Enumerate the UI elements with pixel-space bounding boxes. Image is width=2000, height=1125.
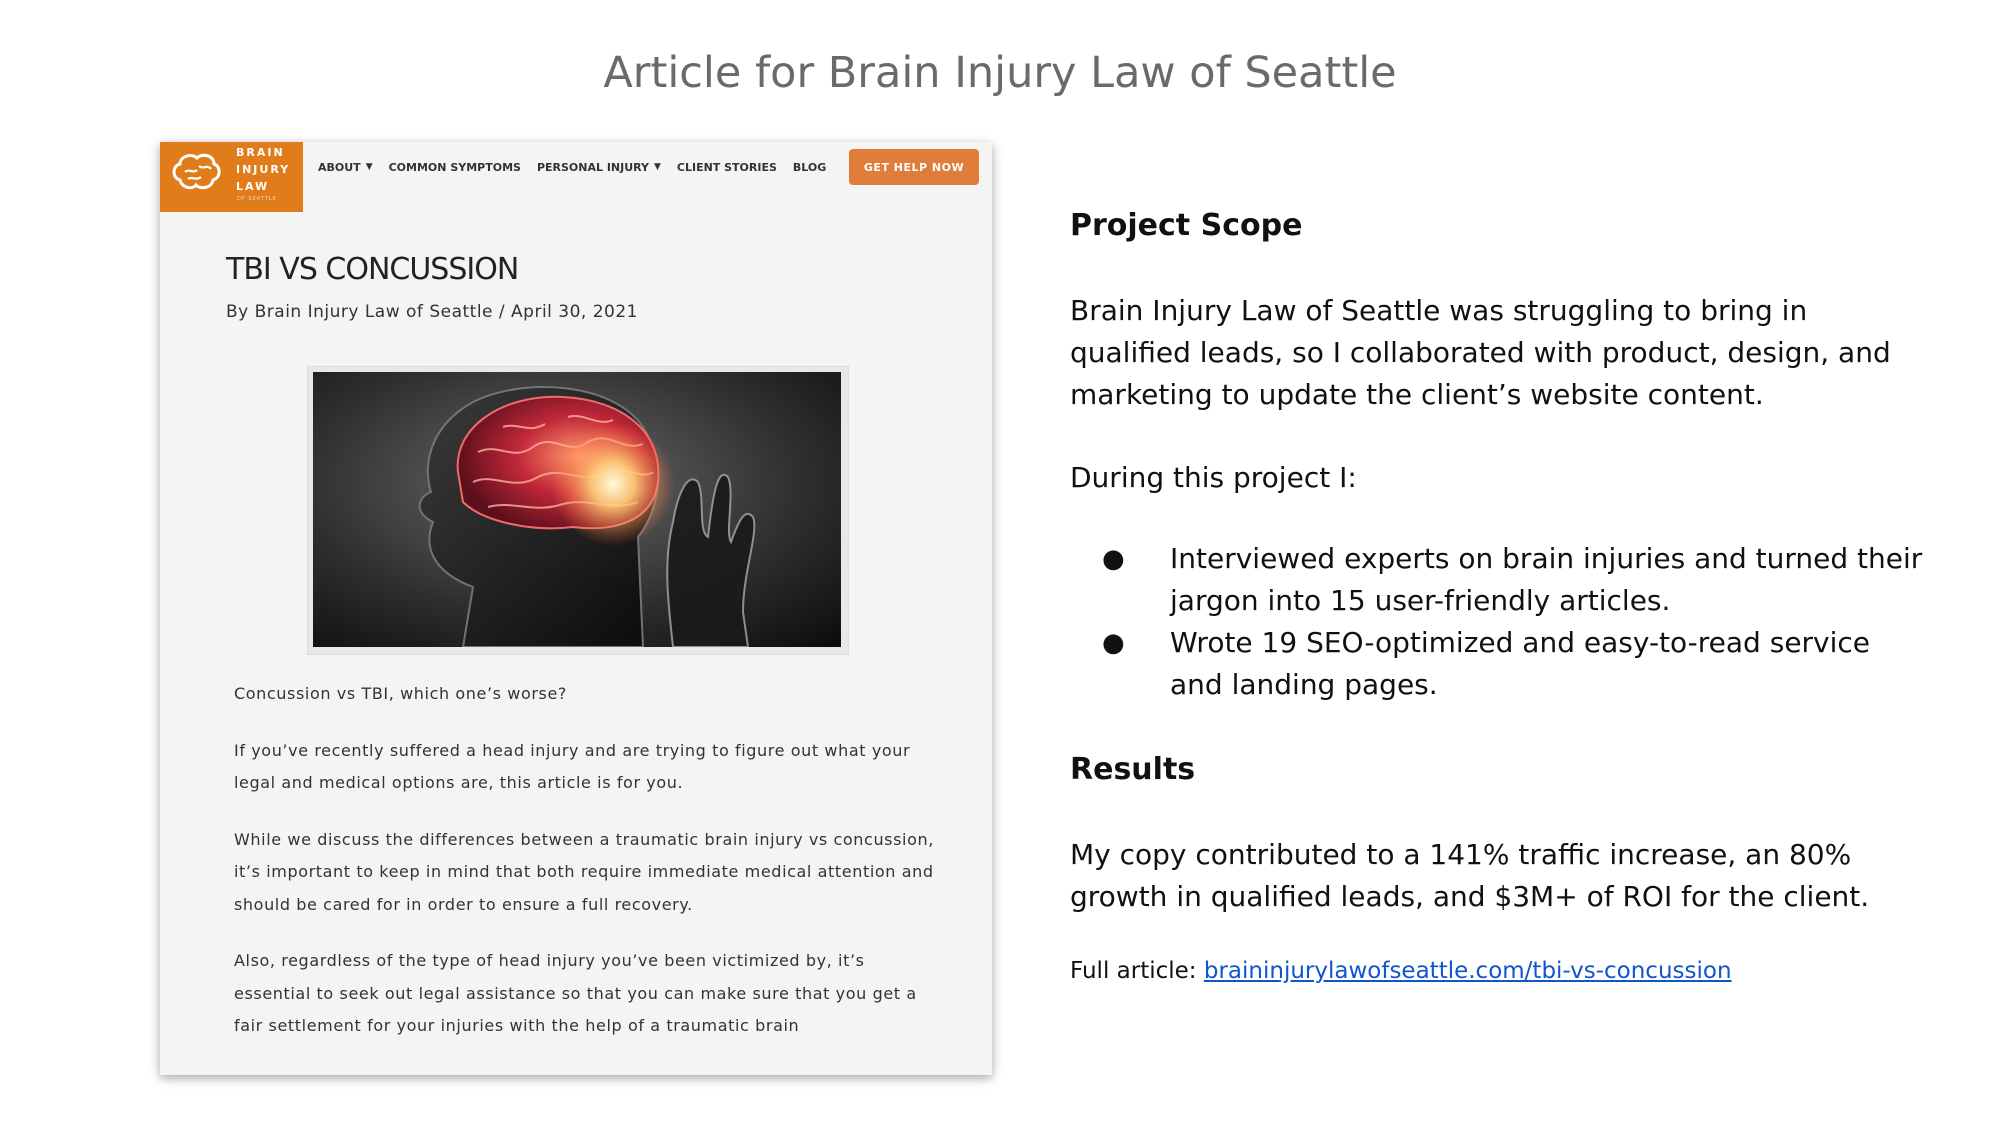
nav-item-about[interactable] (318, 161, 373, 174)
during-project-text: During this project I: (1070, 461, 1357, 494)
site-header (160, 142, 992, 212)
project-scope-text: Brain Injury Law of Seattle was struggling to bring in qualified leads, so I collaborated with product, design, and marketing to update the client’s website content. (1070, 294, 1891, 411)
nav-item-label: CLIENT STORIES (676, 160, 777, 174)
chevron-down-icon: ▼ (365, 162, 373, 172)
list-item (1070, 622, 1930, 706)
bullet-icon: ● (1102, 628, 1125, 658)
article-paragraph: If you’ve recently suffered a head injury and are trying to figure out what your legal and medical options are, this article is for you. (234, 740, 911, 792)
article-body (234, 678, 934, 1067)
get-help-now-button[interactable]: GET HELP NOW (849, 149, 979, 185)
nav-item-label: COMMON SYMPTOMS (388, 160, 521, 174)
logo-line-injury: INJURY (236, 163, 291, 176)
nav-item-client-stories[interactable] (677, 161, 777, 174)
website-screenshot (160, 142, 992, 1075)
list-item-text: Interviewed experts on brain injuries and turned their jargon into 15 user-friendly articles. (1170, 542, 1923, 617)
site-nav (318, 142, 842, 192)
chevron-down-icon: ▼ (653, 162, 661, 172)
hero-image-frame (307, 366, 849, 655)
article-paragraph: Also, regardless of the type of head injury you’ve been victimized by, it’s essential to seek out legal assistance so that you can make sure that you get a fair settlement for your injuries with the help of a traumatic brain (234, 951, 917, 1035)
brain-logo-icon (170, 150, 222, 194)
nav-item-personal-injury[interactable] (537, 161, 661, 174)
slide-title: Article for Brain Injury Law of Seattle (603, 48, 1397, 98)
logo-line-brain: BRAIN (236, 146, 285, 159)
full-article-label: Full article: (1070, 958, 1204, 984)
full-article-link[interactable]: braininjurylawofseattle.com/tbi-vs-concussion (1203, 958, 1732, 984)
results-heading: Results (1070, 752, 1196, 787)
full-article-line (1070, 958, 1732, 984)
site-logo[interactable] (160, 142, 303, 212)
brain-xray-image (313, 372, 841, 647)
logo-subtitle: OF SEATTLE (237, 196, 277, 202)
list-item (1070, 538, 1930, 622)
article-byline: By Brain Injury Law of Seattle / April 30, 2021 (226, 302, 639, 322)
logo-line-law: LAW (236, 180, 270, 193)
accomplishments-list (1070, 538, 1930, 706)
article-title: TBI VS CONCUSSION (226, 252, 519, 287)
nav-item-blog[interactable] (793, 161, 826, 174)
nav-item-label: BLOG (792, 160, 827, 174)
logo-text (236, 144, 290, 195)
nav-item-label: ABOUT (318, 160, 361, 174)
nav-item-common-symptoms[interactable] (389, 161, 521, 174)
project-scope-heading: Project Scope (1070, 208, 1303, 243)
bullet-icon: ● (1102, 544, 1125, 574)
list-item-text: Wrote 19 SEO-optimized and easy-to-read service and landing pages. (1170, 626, 1871, 701)
article-paragraph: Concussion vs TBI, which one’s worse? (234, 684, 568, 703)
results-text: My copy contributed to a 141% traffic increase, an 80% growth in qualified leads, and $3M+ of ROI for the client. (1070, 838, 1870, 913)
article-paragraph: While we discuss the differences between a traumatic brain injury vs concussion, it’s important to keep in mind that both require immediate medical attention and should be cared for in order to ensure a full recovery. (234, 829, 934, 914)
nav-item-label: PERSONAL INJURY (536, 160, 649, 174)
